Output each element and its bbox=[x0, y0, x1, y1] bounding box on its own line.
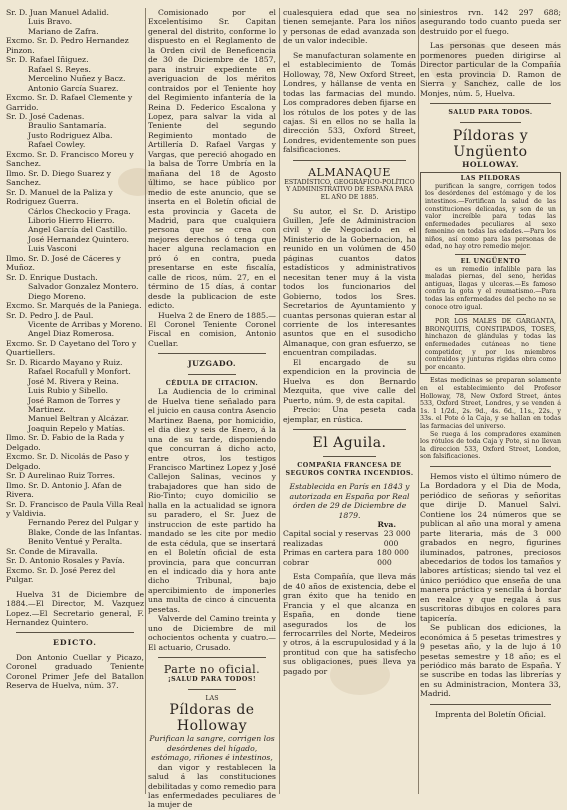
column-4 bbox=[420, 8, 561, 794]
roster-entry: Excmo. Sr. D. Pedro Hernandez Pinzon. bbox=[6, 36, 129, 55]
roster-entry: Ilmo. Sr. D. Diego Suarez y Sanchez. bbox=[6, 168, 111, 188]
salud-para-todos-title: ¡SALUD PARA TODOS! bbox=[167, 676, 257, 684]
unguento-title: EL UNGÜENTO bbox=[460, 258, 521, 266]
roster-entry: Sr. D. Enrique Dustach. bbox=[6, 272, 98, 282]
divider bbox=[455, 314, 526, 315]
edicto-date: Huelva 2 de Enero de 1885.—El Coronel Teniente Coronel Fiscal en comision, Antonio Cuellar. bbox=[148, 310, 276, 348]
roster-entry: Sr. D. Rafael Iñiguez. bbox=[6, 55, 89, 65]
divider bbox=[158, 353, 266, 354]
capital-value: 23 000 000 bbox=[383, 529, 411, 548]
pildoras-holloway-title: Píldoras de Holloway bbox=[169, 702, 255, 735]
roster-entry: Excmo. Sr. D. Francisco Moreu y Sanchez. bbox=[6, 149, 134, 169]
juzgado-title: JUZGADO. bbox=[187, 359, 237, 369]
bordadora-text-2: Se publican dos ediciones, la económica á 5 pesetas trimestres y 9 pesetas año, y la de lujo á 10 pesetas semestre y 18 año; es el periódico más barato de España. Y se suscribe en todas las librerías y en su Administracion, Montera 33, Madrid. bbox=[420, 623, 561, 699]
roster-entry: Excmo. Sr. Marqués de la Paniega. bbox=[6, 301, 142, 311]
roster-entry: Excmo. Sr. D. Rafael Clemente y Garrido. bbox=[6, 93, 133, 112]
las-pildoras-text: purifican la sangre, corrigen todos los desórdenes del estómago y de los intestinos.—Fortifican la salud de las constituciones delicadas, y son de un valor increíble para todas las enfermedades peculiares al sexo femenino en todas las edades.—Para los niños, así como para las personas de edad, no hay otro remedio mejor. bbox=[425, 182, 556, 251]
roster-entry: Rafael Rocafull y Monfort. bbox=[28, 367, 131, 377]
compania-text: Esta Compañía, que lleva más de 40 años de existencia, debe el gran éxito que ha tenido en Francia y el que alcanza en España, en donde tiene asegurados los de los ferrocarriles del Norte, Medeiros y otros, á la escrupulosidad y á la prontitud con que ha satisfecho sus obligaciones, pues lleva ya pagado por bbox=[283, 572, 416, 676]
roster-entry: Justo Rodriguez Alba. bbox=[28, 130, 113, 140]
establecida-text: Establecida en París en 1843 y autorizada en España por Real órden de 29 de Diciembre de 1879. bbox=[289, 482, 410, 520]
personas-text: Las personas que deseen más pormenores pueden dirigirse al Director particular de la Compañía en esta provincia D. Ramon de Sierra y Sanchez, calle de los Monjes, núm. 5, Huelva. bbox=[420, 41, 561, 98]
pildoras-purifican: Purifican la sangre, corrigen los desórdenes del hígado, estómago, riñones é intestinos, bbox=[149, 734, 275, 763]
roster-entry: Liborio Hierro Hierro. bbox=[28, 215, 115, 225]
almanaque-expendicion: El encargado de su expendicion en la provincia de Huelva es don Bernardo Mezquita, que vive calle del Puerto, núm. 9, de esta capital. bbox=[283, 357, 416, 405]
divider bbox=[430, 704, 551, 705]
roster-entry: José M. Rivera y Reina. bbox=[28, 376, 119, 386]
roster-entry: Excmo. Sr. D Cayetano del Toro y Quartiellers. bbox=[6, 338, 137, 358]
siniestros-text: siniestros rvn. 142 297 688; asegurando todo cuanto pueda ser destruido por el fuego. bbox=[420, 8, 561, 36]
roster-entry: Sr. D. José Cadenas. bbox=[6, 111, 85, 121]
holloway-label: HOLLOWAY. bbox=[462, 159, 519, 169]
las-pildoras-title: LAS PÍLDORAS bbox=[460, 175, 521, 183]
roster-entry: Manuel Beltran y Alcázar. bbox=[28, 414, 129, 424]
roster-entry: José Hernandez Quintero. bbox=[28, 234, 129, 244]
column-rule bbox=[145, 8, 146, 794]
parte-no-oficial-title: Parte no oficial. bbox=[163, 663, 261, 677]
roster-entry: Sr. D Aurelinao Ruiz Torres. bbox=[6, 471, 115, 481]
roster-entry: Ilmo. Sr. D. Fabio de la Rada y Delgado. bbox=[6, 433, 125, 452]
roster-entry: Luis Vasconi bbox=[28, 244, 77, 254]
roster-entry: Cárlos Checkocio y Fraga. bbox=[28, 206, 131, 216]
divider bbox=[293, 429, 406, 430]
roster-entry: Sr. Conde de Miravalla. bbox=[6, 546, 98, 556]
pildoras-unguento-title: Píldoras y Ungüento bbox=[452, 127, 529, 160]
cedula-text: La Audiencia de lo criminal de Huelva tiene señalado para el juicio en causa contra Asencio Martinez Baena, por homicidio, el dia diez y seis de Enero, á la una de su tarde, disponiendo que concurran á dicho acto, entre otros, los testigos Francisco Martinez Lopez y José Callejon Salinas, vecinos y trabajadores que han sido de Rio-Tinto; cuyo domicilio se halla en la actualidad se ignora su paradero, el Sr. Juez de instruccion de este partido ha mandado se les cite por medio de esta cédula, que se insertará en el Boletín oficial de esta provincia, para que concurran en el indicado dia y hora ante dicho Tribunal, bajo apercibimiento de imponerles una multa de cinco á cincuenta pesetas. bbox=[148, 387, 276, 614]
divider bbox=[158, 657, 266, 658]
roster-entry: José Ramon de Torres y Martinez. bbox=[28, 395, 121, 415]
primas-value: 180 000 000 bbox=[377, 548, 409, 567]
primas-label: Primas en cartera para cobrar bbox=[283, 548, 374, 567]
imprenta-footer: Imprenta del Boletín Oficial. bbox=[435, 709, 546, 719]
pildoras-text: dan vigor y restablecen la salud á las constituciones debilitadas y como remedio para las enfermedades peculiares de la mujer de bbox=[148, 762, 276, 810]
roster-entry: Luis Bravo. bbox=[28, 17, 73, 27]
divider bbox=[430, 466, 551, 467]
holloway-manufacture-text: Se manufacturan solamente en el establecimiento de Tomás Holloway, 78, New Oxford Street, Londres, y hállanse de venta en todas las farmacias del mundo. Los compradores deben fijarse en los rótulos de los potes y de las cajas. Si en ellos no se halla la dirección 533, Oxford Street, Londres, evidentemente son pues falsificaciones. bbox=[283, 50, 416, 155]
males-garganta-text: POR LOS MALES DE GARGANTA, BRONQUITIS, CONSTIPADOS, TOSES, hinchazon de glándulas y todas las enfermedades cutáneas no tiene competidor, y por los miembros contraidos y junturas rigidas obra como por encanto. bbox=[425, 318, 556, 371]
las-label: LAS bbox=[205, 694, 219, 702]
roster-entry: Ilmo. Sr. D. Antonio J. Afan de Rivera. bbox=[6, 480, 122, 500]
edicto-continuation: Comisionado por el Excelentísimo Sr. Capitan general del distrito, conforme lo dispuesto en el Reglamento de la Orden civil de Beneficencia de 30 de Diciembre de 1857, para instruir expediente en averiguacion de los méritos contraidos por el Teniente hoy del Regimiento infantería de la Reina D. Federico Escalona y Lopez, para salvar la vida al Teniente del segundo Regimiento montado de Artillería D. Rafael Vargas y Vargas, que pereció ahogado en la balsa de Torre Umbría en la mañana del 18 de Agosto último, se hace público por medio de este anuncio, que se inserta en el Boletín oficial de esta provincia y Gaceta de Madrid, para que cualquiera persona que se crea con mejores derechos ó tenga que hacer alguna reclamacion en pró ó en contra, pueda presentarse en este fiscalía, calle de ricos, núm. 27, en el término de 15 días, á contar desde la publicacion de este edicto. bbox=[148, 8, 276, 311]
roster-entry: Salvador Gonzalez Montero. bbox=[28, 282, 139, 292]
almanaque-text: Su autor, el Sr. D. Aristipo Guillen, Jefe de Administracion civil y de Negociado en el Ministerio de la Gobernacion, ha reunido en un volúmen de 450 páginas cuantos datos estadísticos y administrativos necesitan tener muy á la vista todos los funcionarios del Gobierno, todos los Sres. Secretarios de Ayuntamiento y cuantas personas quieran estar al corriente de los interesantes asuntos que en el susodicho Almanaque, con gran esfuerzo, se encuentran compiladas. bbox=[283, 206, 416, 358]
column-rule bbox=[418, 8, 419, 794]
divider bbox=[460, 122, 521, 123]
aguila-title: El Aguila. bbox=[312, 435, 387, 451]
divider bbox=[188, 374, 236, 375]
roster-closing: Huelva 31 de Diciembre de 1884.—El Director, M. Vazquez Lopez.—El Secretario general, F. Hernandez Quintero. bbox=[6, 589, 144, 627]
divider bbox=[455, 254, 526, 255]
roster-entry: Ilmo. Sr. D. José de Cáceres y Muñoz. bbox=[6, 253, 121, 273]
roster-entry: Rafael S. Reyes. bbox=[28, 64, 91, 74]
column-1 bbox=[6, 8, 144, 794]
holloway-ad-box bbox=[420, 172, 561, 374]
primas-row bbox=[283, 548, 416, 567]
almanaque-subtitle: ESTADÍSTICO, GEOGRÁFICO-POLÍTICO Y ADMINISTRATIVO DE ESPAÑA PARA EL AÑO DE 1885. bbox=[284, 178, 415, 201]
roster-entry: Excmo. Sr. D. José Perez del Pulgar. bbox=[6, 565, 116, 585]
capital-row bbox=[283, 529, 416, 548]
roster-entry: Angel García del Castillo. bbox=[28, 225, 128, 235]
capital-label: Capital social y reservas realizadas bbox=[283, 529, 379, 548]
roster-entry: Fernando Perez del Pulgar y Blake, Conde de las Infantas. bbox=[28, 518, 142, 537]
roster-entry: Mariano de Zafra. bbox=[28, 26, 99, 36]
column-2 bbox=[148, 8, 276, 810]
bordadora-text: Hemos visto el último número de La Bordadora y el Dia de Moda, periódico de señoras y señoritas que dirije D. Manuel Salvi. Contiene los 24 números que se publican al año una moral y amena parte literaria, más de 3 000 grabados en negro, figurines iluminados, patrones, preciosos abecedarios de todos los tamaños y labores artísticas; siendo tal vez el único periódico que enseña de una manera práctica y sencilla á bordar en realce y que regala á sus suscritoras dibujos en colores para tapicería. bbox=[420, 471, 561, 623]
rva-label: Rva. bbox=[377, 520, 396, 529]
roster-entry: Rafael Cowley. bbox=[28, 140, 86, 150]
roster-entry: Antonio García Suarez. bbox=[28, 83, 119, 93]
edicto-title: EDICTO. bbox=[53, 638, 97, 648]
roster-entry: Sr. D. Pedro J. de Paul. bbox=[6, 310, 94, 320]
divider bbox=[16, 632, 134, 633]
roster-entry: Luis Rubio y Sibello. bbox=[28, 386, 108, 396]
edicto-text: Don Antonio Cuellar y Picazo, Coronel graduado Teniente Coronel Primer Jefe del Batallon Reserva de Huelva, núm. 37. bbox=[6, 652, 144, 691]
roster-entry: Excmo. Sr. D. Nicolás de Paso y Delgado. bbox=[6, 452, 129, 471]
cedula-date: Valverde del Camino treinta y uno de Diciembre de mil ochocientos ochenta y cuatro.—El actuario, Crusado. bbox=[148, 614, 276, 652]
roster-entry: Sr. D. Manuel de la Paliza y Rodriguez Guerra. bbox=[6, 187, 113, 207]
roster-entry: Diego Moreno. bbox=[28, 291, 86, 301]
divider bbox=[323, 456, 376, 457]
unguento-text: es un remedio infalible para las maladas piernas, del seno, heridas antiguas, llagas y ulceras.—Es famoso contra la gota y el reumatismo.—Para todas las enfermedades del pecho no se conoce otro igual. bbox=[425, 265, 556, 311]
roster-entry: Vicente de Arribas y Moreno. bbox=[28, 319, 143, 329]
divider bbox=[430, 103, 551, 104]
column-3 bbox=[283, 8, 416, 794]
roster-entry: Mercelino Nuñez y Bacz. bbox=[28, 74, 126, 84]
roster-entry: Sr. D. Francisco de Paula Villa Real y Valdivia. bbox=[6, 499, 144, 519]
column-rule bbox=[279, 8, 280, 794]
almanaque-title: ALMANAQUE bbox=[308, 165, 391, 179]
divider bbox=[293, 160, 406, 161]
divider bbox=[188, 689, 236, 690]
roster-entry: Benito Ventué y Peralta. bbox=[28, 537, 123, 547]
roster-entry: Angel Diaz Romerosa. bbox=[28, 329, 115, 339]
salud-para-todos-title-2: SALUD PARA TODOS. bbox=[448, 109, 533, 117]
compania-francesa-title: COMPAÑIA FRANCESA DE SEGUROS CONTRA INCENDIOS. bbox=[285, 462, 414, 477]
roster-entry: Braulio Santamaría. bbox=[28, 121, 107, 131]
almanaque-precio: Precio: Una peseta cada ejemplar, en rústica. bbox=[283, 405, 416, 424]
pildoras-continuation: cualesquiera edad que sea no tienen semejante. Para los niños y personas de edad avanzada son de un valor indecible. bbox=[283, 8, 416, 46]
roster-entry: Joaquin Repelo y Matías. bbox=[28, 423, 126, 433]
cedula-title: CÉDULA DE CITACION. bbox=[165, 379, 259, 387]
medicinas-text: Estas medicinas se preparan solamente en el establecimiento del Profesor Holloway, 78, New Oxford Street, ántes 533, Oxford Street, Londres, y se venden á 1s. 1 1/2d., 2s. 9d., 4s. 6d., 11s., 22s., y 33s. el Pote ó la Caja, y se hallan en todas las farmacias del universo. bbox=[420, 377, 561, 430]
cuidado-text: Se ruega á los compradores examinen los rótulos de toda Caja y Pote, si no llevan la direccion 533, Oxford Street, London, son falsificaciones. bbox=[420, 430, 561, 461]
roster-entry: Sr. D. Ricardo Mayano y Ruiz. bbox=[6, 357, 123, 367]
roster-entry: Sr. D. Juan Manuel Adalid. bbox=[6, 8, 109, 17]
member-roster bbox=[6, 8, 144, 585]
roster-entry: Sr. D. Antonio Rosales y Pavía. bbox=[6, 556, 125, 566]
